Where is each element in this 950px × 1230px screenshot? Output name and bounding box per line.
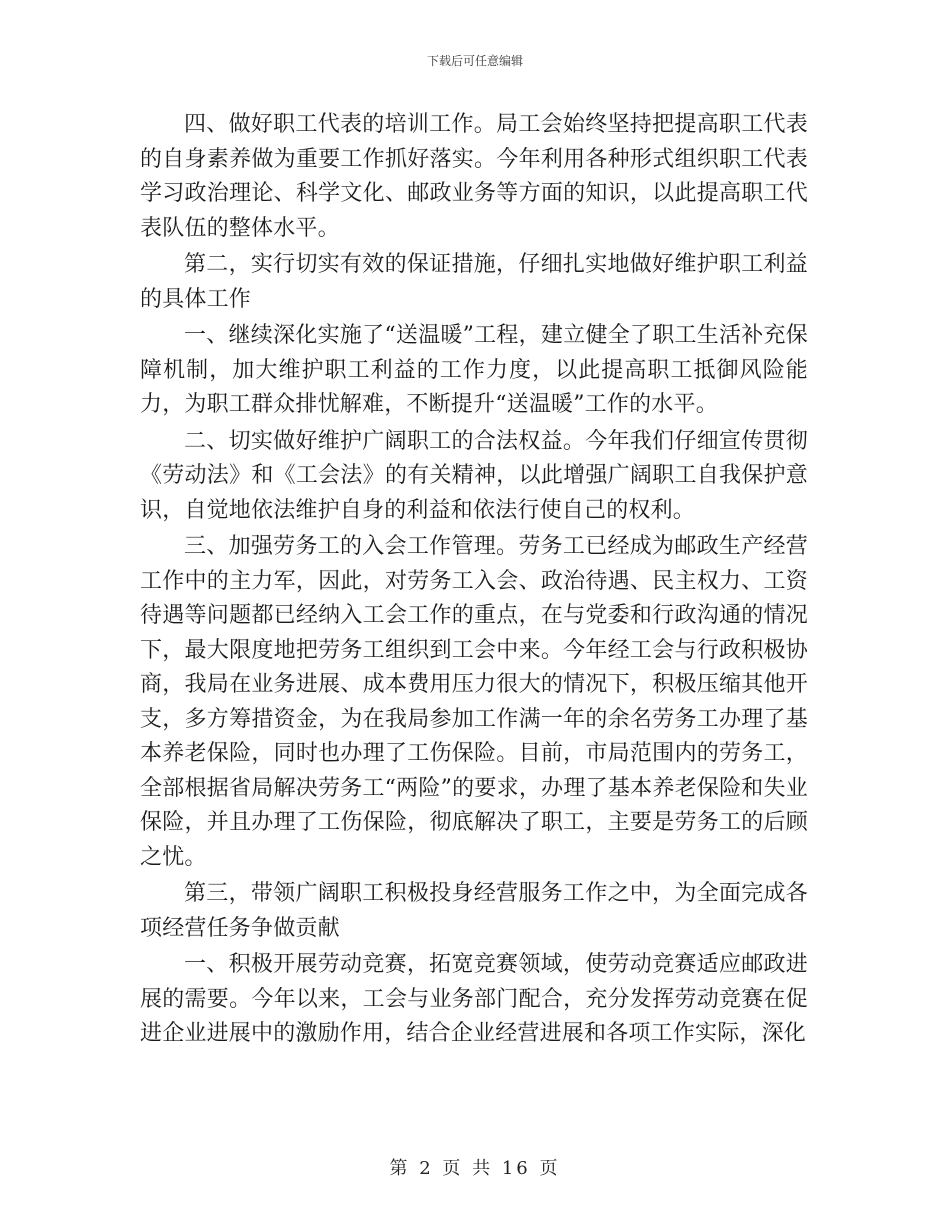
paragraph: 一、积极开展劳动竞赛，拓宽竞赛领域，使劳动竞赛适应邮政进展的需要。今年以来，工会与业务部门配合，充分发挥劳动竞赛在促进企业进展中的激励作用，结合企业经营进展和各项工作实际，深化 xyxy=(140,952,808,1046)
paragraph: 四、做好职工代表的培训工作。局工会始终坚持把提高职工代表的自身素养做为重要工作抓好落实。今年利用各种形式组织职工代表学习政治理论、科学文化、邮政业务等方面的知识，以此提高职工代表队伍的整体水平。 xyxy=(140,112,808,241)
page-header-note: 下载后可任意编辑 xyxy=(426,54,523,68)
section-heading: 第二，实行切实有效的保证措施，仔细扎实地做好维护职工利益的具体工作 xyxy=(140,252,808,312)
paragraph: 二、切实做好维护广阔职工的合法权益。今年我们仔细宣传贯彻《劳动法》和《工会法》的有关精神，以此增强广阔职工自我保护意识，自觉地依法维护自身的利益和依法行使自己的权利。 xyxy=(140,428,808,523)
paragraph: 一、继续深化实施了“送温暖”工程，建立健全了职工生活补充保障机制，加大维护职工利益的工作力度，以此提高职工抵御风险能力，为职工群众排忧解难，不断提升“送温暖”工作的水平。 xyxy=(140,323,808,417)
paragraph: 三、加强劳务工的入会工作管理。劳务工已经成为邮政生产经营工作中的主力军，因此，对劳务工入会、政治待遇、民主权力、工资待遇等问题都已经纳入工会工作的重点，在与党委和行政沟通的情况下，最大限度地把劳务工组织到工会中来。今年经工会与行政积极协商，我局在业务进展、成本费用压力很大的情况下，积极压缩其他开支，多方筹措资金，为在我局参加工作满一年的余名劳务工办理了基本养老保险，同时也办理了工伤保险。目前，市局范围内的劳务工，全部根据省局解决劳务工“两险”的要求，办理了基本养老保险和失业保险，并且办理了工伤保险，彻底解决了职工，主要是劳务工的后顾之忧。 xyxy=(140,534,808,870)
page-number: 第 2 页 共 16 页 xyxy=(389,1158,561,1179)
section-heading: 第三，带领广阔职工积极投身经营服务工作之中，为全面完成各项经营任务争做贡献 xyxy=(140,881,808,941)
document-body xyxy=(140,108,808,1054)
